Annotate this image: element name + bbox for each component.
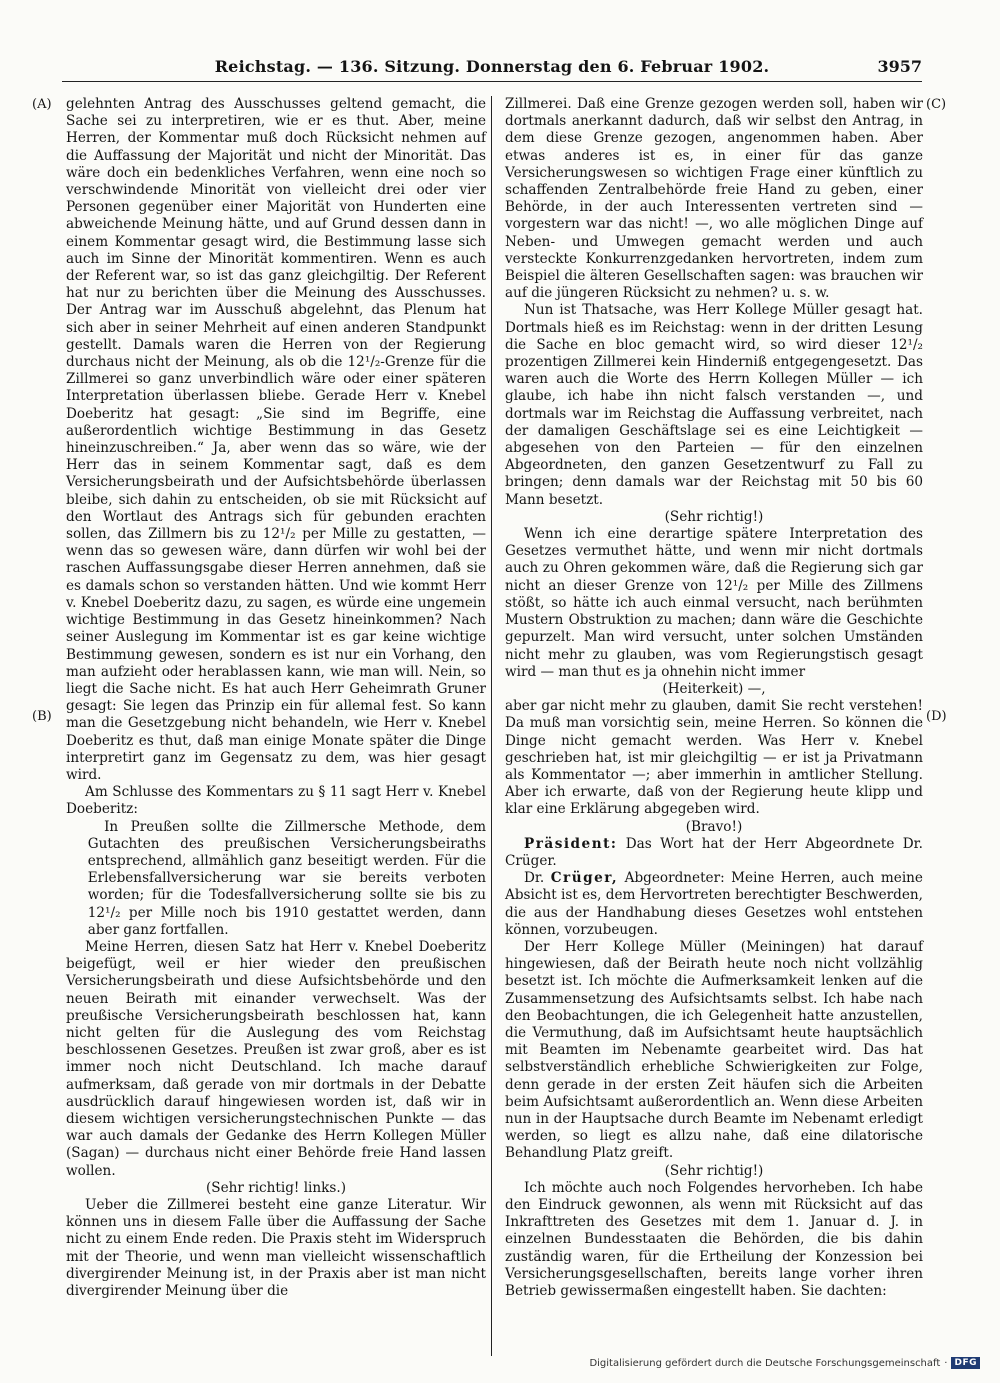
margin-marker-b: (B) [32,709,52,724]
paragraph: Zillmerei. Daß eine Grenze gezogen werden soll, haben wir dortmals anerkannt dadurch, daß wir selbst den Antrag, in dem diese Grenze gezogen, angenommen haben. Aber etwas anderes ist es, in einer für das ganze Versicherungswesen so wichtigen Frage einer künftlich zu schaffenden Zentralbehörde freie Hand zu geben, einer Behörde, in der auch Interessenten vertreten sind — vorgestern war das nicht! —, wo alle möglichen Dinge auf Neben- und Umwegen gemacht werden und auch versteckte Konkurrenzgedanken hervortreten, indem zum Beispiel die älteren Gesellschaften sagen: was brauchen wir auf die jüngeren Rücksicht zu nehmen? u. s. w. [505,96,923,302]
speaker-title: Dr. [524,870,545,887]
digitization-footer: Digitalisierung gefördert durch die Deutsche Forschungsgemeinschaft · DFG [589,1357,980,1369]
paragraph: aber gar nicht mehr zu glauben, damit Sie recht verstehen! Da muß man vorsichtig sein, meine Herren. So können die Dinge nicht gemacht werden. Was Herr v. Knebel geschrieben hat, ist mir gleichgiltig — er ist ja Privatmann als Kommentator —; aber immerhin in amtlicher Stellung. Aber ich erwarte, daß von der Regierung heute klipp und klar eine Erklärung abgegeben wird. [505,698,923,818]
paragraph: Am Schlusse des Kommentars zu § 11 sagt Herr v. Knebel Doeberitz: [66,784,486,818]
paragraph-crueger [505,870,923,939]
paragraph: Meine Herren, diesen Satz hat Herr v. Knebel Doeberitz beigefügt, weil er hier wieder den preußischen Versicherungsbeirath und diese Aufsichtsbehörde und den neuen Beirath mit einander verwechselt. Was der preußische Versicherungsbeirath beschlossen hat, kann nicht gelten für die Auslegung des vom Reichstag beschlossenen Gesetzes. Preußen ist zwar groß, aber es ist immer noch nicht Deutschland. Ich mache darauf aufmerksam, daß gerade von mir dortmals in der Debatte ausdrücklich darauf hingewiesen worden ist, daß wir in diesem wichtigen versicherungstechnischen Punkte — das war auch damals der Gedanke des Herrn Kollegen Müller (Sagan) — durchaus nicht einer Behörde freie Hand lassen wollen. [66,938,486,1179]
page-header: Reichstag. — 136. Sitzung. Donnerstag den 6. Februar 1902. [214,57,770,76]
page-number: 3957 [877,57,922,76]
paragraph: Nun ist Thatsache, was Herr Kollege Müller gesagt hat. Dortmals hieß es im Reichstag: wenn in der dritten Lesung die Sache en bloc gemacht wird, so wird dieser 12¹/₂ prozentigen Zillmerei kein Hinderniß entgegengesetzt. Das waren auch die Worte des Herrn Kollegen Müller — ich glaube, ich habe ihn nicht falsch verstanden —, und dortmals war im Reichstag die Auffassung verbreitet, nach der damaligen Geschäftslage sei es eine Leichtigkeit — abgesehen von den Parteien — für den einzelnen Abgeordneten, den ganzen Gesetzentwurf zu Fall zu bringen; denn damals war der Reichstag mit 50 bis 60 Mann besetzt. [505,302,923,508]
left-column [66,96,486,1300]
paragraph: Der Herr Kollege Müller (Meiningen) hat darauf hingewiesen, daß der Beirath heute noch nicht vollzählig besetzt ist. Ich möchte die Aufmerksamkeit lenken auf die Zusammensetzung des Aufsichtsamts selbst. Ich habe nach den Beobachtungen, die ich Gelegenheit hatte anzustellen, die Vermuthung, daß im Aufsichtsamt heute hauptsächlich mit Beamten im Nebenamte gearbeitet wird. Das hat selbstverständlich erhebliche Schwierigkeiten zur Folge, denn gerade in der ersten Zeit häufen sich die Arbeiten beim Aufsichtsamt außerordentlich an. Wenn diese Arbeiten nun in der Hauptsache durch Beamte im Nebenamt erledigt werden, so liegt es allzu nahe, daß eine dilatorische Behandlung Platz greift. [505,938,923,1162]
margin-marker-c: (C) [926,97,947,112]
dfg-logo-icon: DFG [951,1357,980,1369]
footer-text: Digitalisierung gefördert durch die Deutsche Forschungsgemeinschaft [589,1357,941,1369]
column-rule [491,96,492,1356]
interjection: (Sehr richtig!) [664,508,764,525]
paragraph: Ueber die Zillmerei besteht eine ganze Literatur. Wir können uns in diesem Falle über die Auffassung der Sache nicht zu einem Ende reden. Die Praxis steht im Widerspruch mit der Theorie, und wenn man vielleicht wissenschaftlich divergirender Meinung ist, in der Praxis aber ist man nicht divergirender Meinung über die [66,1197,486,1300]
paragraph: Wenn ich eine derartige spätere Interpretation des Gesetzes vermuthet hätte, und wenn mir nicht dortmals auch zu Ohren gekommen wäre, daß die Regierung sich gar nicht an dieser Grenze von 12¹/₂ per Mille des Zillmens stößt, so hätte ich auch einmal versucht, nach berühmten Mustern Obstruktion zu machen; dann wäre die Geschichte gepurzelt. Man wird versucht, unter solchen Umständen nicht mehr zu glauben, was vom Regierungstisch gesagt wird — man thut es ja ohnehin nicht immer [505,526,923,680]
paragraph-president [505,836,923,870]
quotation: In Preußen sollte die Zillmersche Methode, dem Gutachten des preußischen Versicherungsbeiraths entsprechend, allmählich ganz beseitigt werden. Für die Erlebensfallversicherung war sie bereits verboten worden; für die Todesfallversicherung sollte sie bis zu 12¹/₂ per Mille noch bis 1910 gestattet werden, dann aber ganz fortfallen. [87,818,486,938]
speaker-name: Präsident: [524,835,618,852]
speech-text: Abgeordneter: Meine Herren, auch meine Absicht ist es, dem Hervortreten berechtigter Beschwerden, die aus der Handhabung dieses Gesetzes wohl entstehen können, vorzubeugen. [505,870,923,938]
header-rule [62,81,922,82]
interjection: (Sehr richtig!) [664,1162,764,1179]
interjection: (Heiterkeit) —, [662,680,766,697]
speaker-name: Crüger, [550,870,619,887]
right-column [505,96,923,1300]
speech-text: Das Wort hat der Herr Abgeordnete Dr. Crüger. [505,835,923,869]
margin-marker-a: (A) [32,97,52,112]
interjection: (Bravo!) [685,818,743,835]
paragraph: Ich möchte auch noch Folgendes hervorheben. Ich habe den Eindruck gewonnen, als wenn mit Rücksicht auf das Inkrafttreten des Gesetzes mit dem 1. Januar d. J. in einzelnen Bundesstaaten die Behörden, die bis dahin zuständig waren, für die Ertheilung der Konzession bei Versicherungsgesellschaften, bereits lange vorher ihren Betrieb gewissermaßen eingestellt haben. Sie dachten: [505,1179,923,1300]
margin-marker-d: (D) [926,709,947,724]
paragraph: gelehnten Antrag des Ausschusses geltend gemacht, die Sache sei zu interpretiren, wie er es thut. Aber, meine Herren, der Kommentar muß doch Rücksicht nehmen auf die Auffassung der Majorität und nicht der Minorität. Das wäre doch ein bedenkliches Verfahren, wenn eine noch so verschwindende Minorität von vielleicht drei oder vier Personen gegenüber einer Majorität von Hunderten eine abweichende Meinung hätte, und auf Grund dessen dann in einem Kommentar gesagt wird, die Bestimmung lasse sich auch im Sinne der Minorität kommentiren. Wenn es auch der Referent war, so ist das ganz gleichgiltig. Der Referent hat nur zu berichten über die Meinung des Ausschusses. Der Antrag war im Ausschuß abgelehnt, das Plenum hat sich aber in seiner Mehrheit auf einen anderen Standpunkt gestellt. Damals waren die Herren von der Regierung durchaus nicht der Meinung, als ob die 12¹/₂-Grenze für die Zillmerei so ganz unverbindlich wäre oder einer späteren Interpretation überlassen bliebe. Gerade Herr v. Knebel Doeberitz hat gesagt: „Sie sind im Begriffe, eine außerordentlich wichtige Bestimmung in das Gesetz hineinzuschreiben.“ Ja, aber wenn das so wäre, wie der Herr das in seinem Kommentar sagt, daß es dem Versicherungsbeirath und der Aufsichtsbehörde überlassen bleibe, sich dahin zu entscheiden, ob sie mit Rücksicht auf den Wortlaut des Antrags sich für gebunden erachten sollen, das Zillmern bis zu 12¹/₂ per Mille zu gestatten, — wenn das so gewesen wäre, dann dürfen wir wohl bei der raschen Auffassungsgabe dieser Herren annehmen, daß sie es damals schon so verstanden hätten. Und wie kommt Herr v. Knebel Doeberitz dazu, zu sagen, es würde eine ungemein wichtige Bestimmung in das Gesetz hineinkommen? Nach seiner Auslegung im Kommentar ist es gar keine wichtige Bestimmung gewesen, sondern es ist nur ein Vorhang, den man aufzieht oder herablassen kann, wie man will. Nein, so liegt die Sache nicht. Es hat auch Herr Geheimrath Gruner gesagt: Sie legen das Prinzip ein für allemal fest. So kann man die Gesetzgebung nicht behandeln, wie Herr v. Knebel Doeberitz es thut, daß man einige Monate später die Dinge interpretirt ganz im Gegensatz zu dem, was hier gesagt wird. [66,96,486,783]
interjection: (Sehr richtig! links.) [205,1179,347,1196]
